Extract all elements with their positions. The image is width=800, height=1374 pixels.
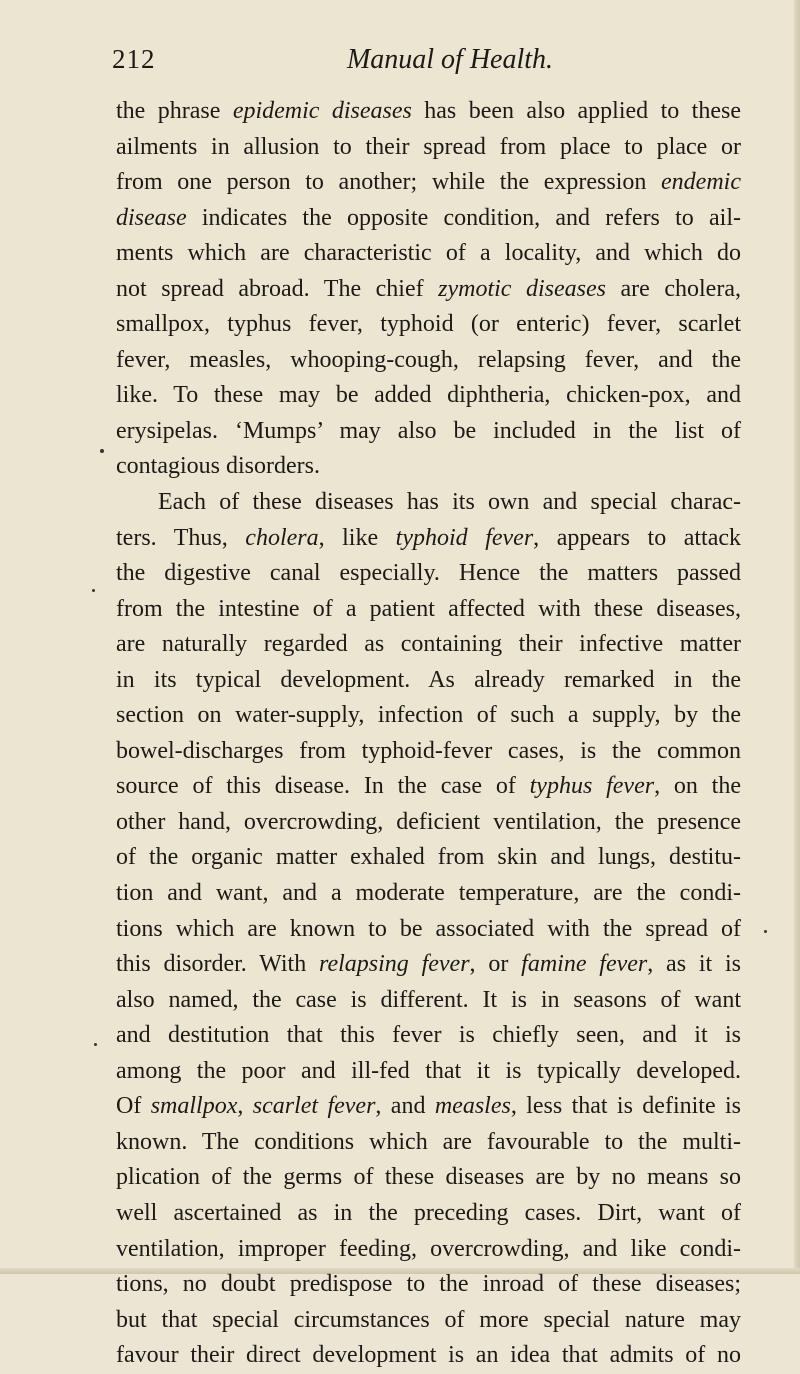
text-line	[116, 983, 741, 1019]
text-line	[116, 485, 741, 521]
text-line	[116, 1196, 741, 1232]
text-run: the phrase	[116, 98, 233, 124]
text-run: has been also applied to these	[411, 98, 741, 124]
text-run: ventilation, improper feeding, overcrowding, and like condi-	[116, 1235, 741, 1262]
text-run: favour their direct development is an idea that admits of no	[116, 1342, 741, 1369]
text-run: among the poor and ill-fed that it is typically developed.	[116, 1057, 741, 1084]
text-run: , on the	[654, 773, 742, 800]
italic-term: endemic	[661, 169, 741, 196]
text-run: ailments in allusion to their spread from place to place or	[116, 133, 741, 160]
text-line	[116, 912, 741, 948]
text-run: known. The conditions which are favourable to the multi-	[116, 1128, 741, 1155]
text-line	[116, 1125, 741, 1161]
text-run: Each of these diseases has its own and special charac-	[158, 489, 741, 516]
text-line	[116, 343, 741, 379]
text-line	[116, 876, 741, 912]
stray-mark	[100, 449, 104, 453]
text-line	[116, 1054, 741, 1090]
text-run: also named, the case is different. It is in seasons of want	[116, 986, 741, 1013]
italic-term: smallpox	[150, 1093, 238, 1120]
italic-term: measles	[434, 1093, 511, 1120]
text-line	[116, 414, 741, 450]
text-run: ,	[237, 1093, 253, 1120]
text-run: , as it is	[647, 951, 741, 978]
stray-mark	[94, 1043, 97, 1046]
italic-term: typhoid fever	[395, 524, 534, 551]
italic-term: zymotic diseases	[438, 275, 606, 302]
text-run: , or	[469, 951, 522, 978]
text-line	[116, 1160, 741, 1196]
text-line	[116, 165, 741, 201]
text-line	[116, 698, 741, 734]
text-line	[116, 449, 741, 485]
text-line	[116, 947, 741, 983]
text-run: section on water-supply, infection of such a supply, by the	[116, 702, 741, 729]
text-line	[116, 201, 741, 237]
text-line	[116, 378, 741, 414]
text-line	[116, 1338, 741, 1374]
text-line	[116, 592, 741, 628]
text-run: fever, measles, whooping-cough, relapsing fever, and the	[116, 346, 741, 373]
italic-term: scarlet fever	[252, 1093, 376, 1120]
stray-mark	[92, 589, 95, 592]
text-line	[116, 521, 741, 557]
text-run: ments which are characteristic of a locality, and which do	[116, 240, 741, 267]
text-run: the digestive canal especially. Hence the matters passed	[116, 560, 741, 587]
text-line	[116, 840, 741, 876]
text-line	[116, 307, 741, 343]
text-run: of the organic matter exhaled from skin and lungs, destitu-	[116, 844, 741, 871]
running-title: Manual of Health.	[346, 44, 554, 75]
text-run: Of	[116, 1093, 151, 1120]
stray-mark	[764, 930, 767, 933]
italic-term: cholera	[245, 524, 319, 551]
text-line	[116, 734, 741, 770]
text-run: are naturally regarded as containing their infective matter	[116, 631, 741, 658]
page-edge-right	[794, 0, 800, 1274]
text-run: bowel-discharges from typhoid-fever cases, is the common	[116, 737, 741, 764]
text-line	[116, 769, 741, 805]
text-run: this disorder. With	[116, 951, 319, 978]
text-run: smallpox, typhus fever, typhoid (or enteric) fever, scarlet	[116, 311, 741, 338]
text-run: but that special circumstances of more special nature may	[116, 1306, 741, 1333]
text-run: are cholera,	[605, 275, 741, 302]
text-run: well ascertained as in the preceding cases. Dirt, want of	[116, 1199, 741, 1226]
text-run: erysipelas. ‘Mumps’ may also be included in the list of	[116, 417, 741, 444]
text-run: other hand, overcrowding, deficient ventilation, the presence	[116, 808, 741, 835]
text-line	[116, 1303, 741, 1339]
text-run: from the intestine of a patient affected with these diseases,	[116, 595, 741, 622]
text-run: , appears to attack	[533, 524, 742, 551]
page-header	[110, 44, 730, 84]
text-run: tions which are known to be associated with the spread of	[116, 915, 741, 942]
italic-term: epidemic diseases	[232, 98, 412, 124]
text-run: not spread abroad. The chief	[116, 275, 439, 302]
italic-term: disease	[116, 204, 187, 231]
text-run: tion and want, and a moderate temperature, are the condi-	[116, 880, 741, 907]
text-run: and destitution that this fever is chiefly seen, and it is	[116, 1022, 741, 1049]
text-run: in its typical development. As already remarked in the	[116, 666, 741, 693]
text-line	[116, 272, 741, 308]
text-line	[116, 1232, 741, 1268]
text-line	[116, 94, 741, 130]
text-run: contagious disorders.	[116, 453, 320, 480]
text-run: , like	[318, 524, 396, 551]
text-line	[116, 1018, 741, 1054]
text-run: , less that is definite is	[510, 1093, 741, 1120]
text-run: tions, no doubt predispose to the inroad of these diseases;	[116, 1271, 741, 1298]
text-line	[116, 1089, 741, 1125]
text-run: ters. Thus,	[116, 524, 246, 551]
italic-term: typhus fever	[529, 773, 655, 800]
italic-term: famine fever	[521, 951, 648, 978]
text-line	[116, 130, 741, 166]
page-number: 212	[112, 44, 156, 74]
body-text	[116, 94, 741, 1374]
italic-term: relapsing fever	[319, 951, 470, 978]
text-line	[116, 627, 741, 663]
text-run: plication of the germs of these diseases are by no means so	[116, 1164, 741, 1191]
text-line	[116, 236, 741, 272]
text-line	[116, 663, 741, 699]
text-run: from one person to another; while the expression	[116, 169, 662, 196]
text-run: , and	[375, 1093, 435, 1120]
text-run: like. To these may be added diphtheria, chicken-pox, and	[116, 382, 741, 409]
text-line	[116, 556, 741, 592]
text-run: source of this disease. In the case of	[116, 773, 530, 800]
text-line	[116, 805, 741, 841]
text-run: indicates the opposite condition, and refers to ail-	[186, 204, 741, 231]
text-line	[116, 1267, 741, 1303]
